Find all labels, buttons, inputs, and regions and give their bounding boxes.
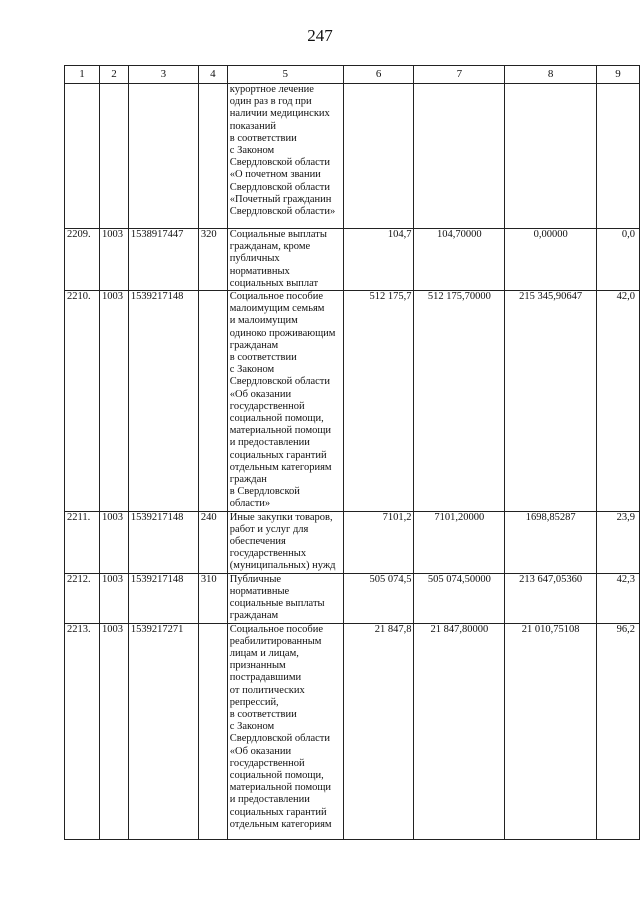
table-header-row bbox=[65, 66, 640, 84]
column-header-8: 8 bbox=[505, 66, 597, 84]
plan-amount-cell: 104,7 bbox=[343, 229, 414, 291]
section-code-cell bbox=[99, 84, 128, 229]
item-name-cell: курортное лечение один раз в год при наличии медицинских показаний в соответствии с Законом Свердловской области «О почетном звании Свердловской области «Почетный гражданин Свердловской области» bbox=[227, 84, 343, 229]
executed-amount-cell: 213 647,05360 bbox=[505, 573, 597, 623]
execution-percent-cell: 42,0 bbox=[597, 291, 640, 512]
plan-exact-amount-cell: 505 074,50000 bbox=[414, 573, 505, 623]
target-code-cell: 1538917447 bbox=[128, 229, 198, 291]
item-name-cell: Социальное пособие малоимущим семьям и малоимущим одиноко проживающим гражданам в соответствии с Законом Свердловской области «Об оказании государственной социальной помощи, материальной помощи и предоставлении социальных гарантий отдельным категориям граждан в Свердловской области» bbox=[227, 291, 343, 512]
expense-type-cell: 320 bbox=[198, 229, 227, 291]
item-name-cell: Социальные выплаты гражданам, кроме публичных нормативных социальных выплат bbox=[227, 229, 343, 291]
item-name-cell: Иные закупки товаров, работ и услуг для обеспечения государственных (муниципальных) нужд bbox=[227, 511, 343, 573]
column-header-9: 9 bbox=[597, 66, 640, 84]
row-number-cell bbox=[65, 84, 100, 229]
execution-percent-cell: 42,3 bbox=[597, 573, 640, 623]
plan-amount-cell: 21 847,8 bbox=[343, 623, 414, 839]
expense-type-cell bbox=[198, 291, 227, 512]
plan-amount-cell: 512 175,7 bbox=[343, 291, 414, 512]
execution-percent-cell: 96,2 bbox=[597, 623, 640, 839]
expense-type-cell bbox=[198, 623, 227, 839]
executed-amount-cell: 215 345,90647 bbox=[505, 291, 597, 512]
column-header-6: 6 bbox=[343, 66, 414, 84]
execution-percent-cell: 23,9 bbox=[597, 511, 640, 573]
executed-amount-cell: 1698,85287 bbox=[505, 511, 597, 573]
item-name-cell: Публичные нормативные социальные выплаты гражданам bbox=[227, 573, 343, 623]
row-number-cell: 2212. bbox=[65, 573, 100, 623]
section-code-cell: 1003 bbox=[99, 511, 128, 573]
row-number-cell: 2211. bbox=[65, 511, 100, 573]
plan-amount-cell bbox=[343, 84, 414, 229]
table-row bbox=[65, 291, 640, 512]
table-row bbox=[65, 84, 640, 229]
column-header-5: 5 bbox=[227, 66, 343, 84]
target-code-cell bbox=[128, 84, 198, 229]
plan-exact-amount-cell: 21 847,80000 bbox=[414, 623, 505, 839]
target-code-cell: 1539217271 bbox=[128, 623, 198, 839]
expense-type-cell: 240 bbox=[198, 511, 227, 573]
plan-exact-amount-cell: 512 175,70000 bbox=[414, 291, 505, 512]
plan-exact-amount-cell: 7101,20000 bbox=[414, 511, 505, 573]
table-row bbox=[65, 623, 640, 839]
row-number-cell: 2209. bbox=[65, 229, 100, 291]
row-number-cell: 2210. bbox=[65, 291, 100, 512]
plan-amount-cell: 7101,2 bbox=[343, 511, 414, 573]
expense-type-cell bbox=[198, 84, 227, 229]
target-code-cell: 1539217148 bbox=[128, 511, 198, 573]
column-header-4: 4 bbox=[198, 66, 227, 84]
execution-percent-cell: 0,0 bbox=[597, 229, 640, 291]
executed-amount-cell bbox=[505, 84, 597, 229]
column-header-1: 1 bbox=[65, 66, 100, 84]
expense-type-cell: 310 bbox=[198, 573, 227, 623]
page-number: 247 bbox=[307, 26, 333, 45]
target-code-cell: 1539217148 bbox=[128, 291, 198, 512]
item-name-cell: Социальное пособие реабилитированным лицам и лицам, признанным пострадавшими от политических репрессий, в соответствии с Законом Свердловской области «Об оказании государственной социальной помощи, материальной помощи и предоставлении социальных гарантий отдельным категориям bbox=[227, 623, 343, 839]
table-row bbox=[65, 511, 640, 573]
target-code-cell: 1539217148 bbox=[128, 573, 198, 623]
table-row bbox=[65, 573, 640, 623]
plan-exact-amount-cell: 104,70000 bbox=[414, 229, 505, 291]
column-header-2: 2 bbox=[99, 66, 128, 84]
execution-percent-cell bbox=[597, 84, 640, 229]
plan-exact-amount-cell bbox=[414, 84, 505, 229]
table-row bbox=[65, 229, 640, 291]
section-code-cell: 1003 bbox=[99, 623, 128, 839]
budget-table bbox=[64, 65, 640, 840]
column-header-7: 7 bbox=[414, 66, 505, 84]
executed-amount-cell: 0,00000 bbox=[505, 229, 597, 291]
section-code-cell: 1003 bbox=[99, 291, 128, 512]
section-code-cell: 1003 bbox=[99, 573, 128, 623]
section-code-cell: 1003 bbox=[99, 229, 128, 291]
plan-amount-cell: 505 074,5 bbox=[343, 573, 414, 623]
row-number-cell: 2213. bbox=[65, 623, 100, 839]
column-header-3: 3 bbox=[128, 66, 198, 84]
executed-amount-cell: 21 010,75108 bbox=[505, 623, 597, 839]
